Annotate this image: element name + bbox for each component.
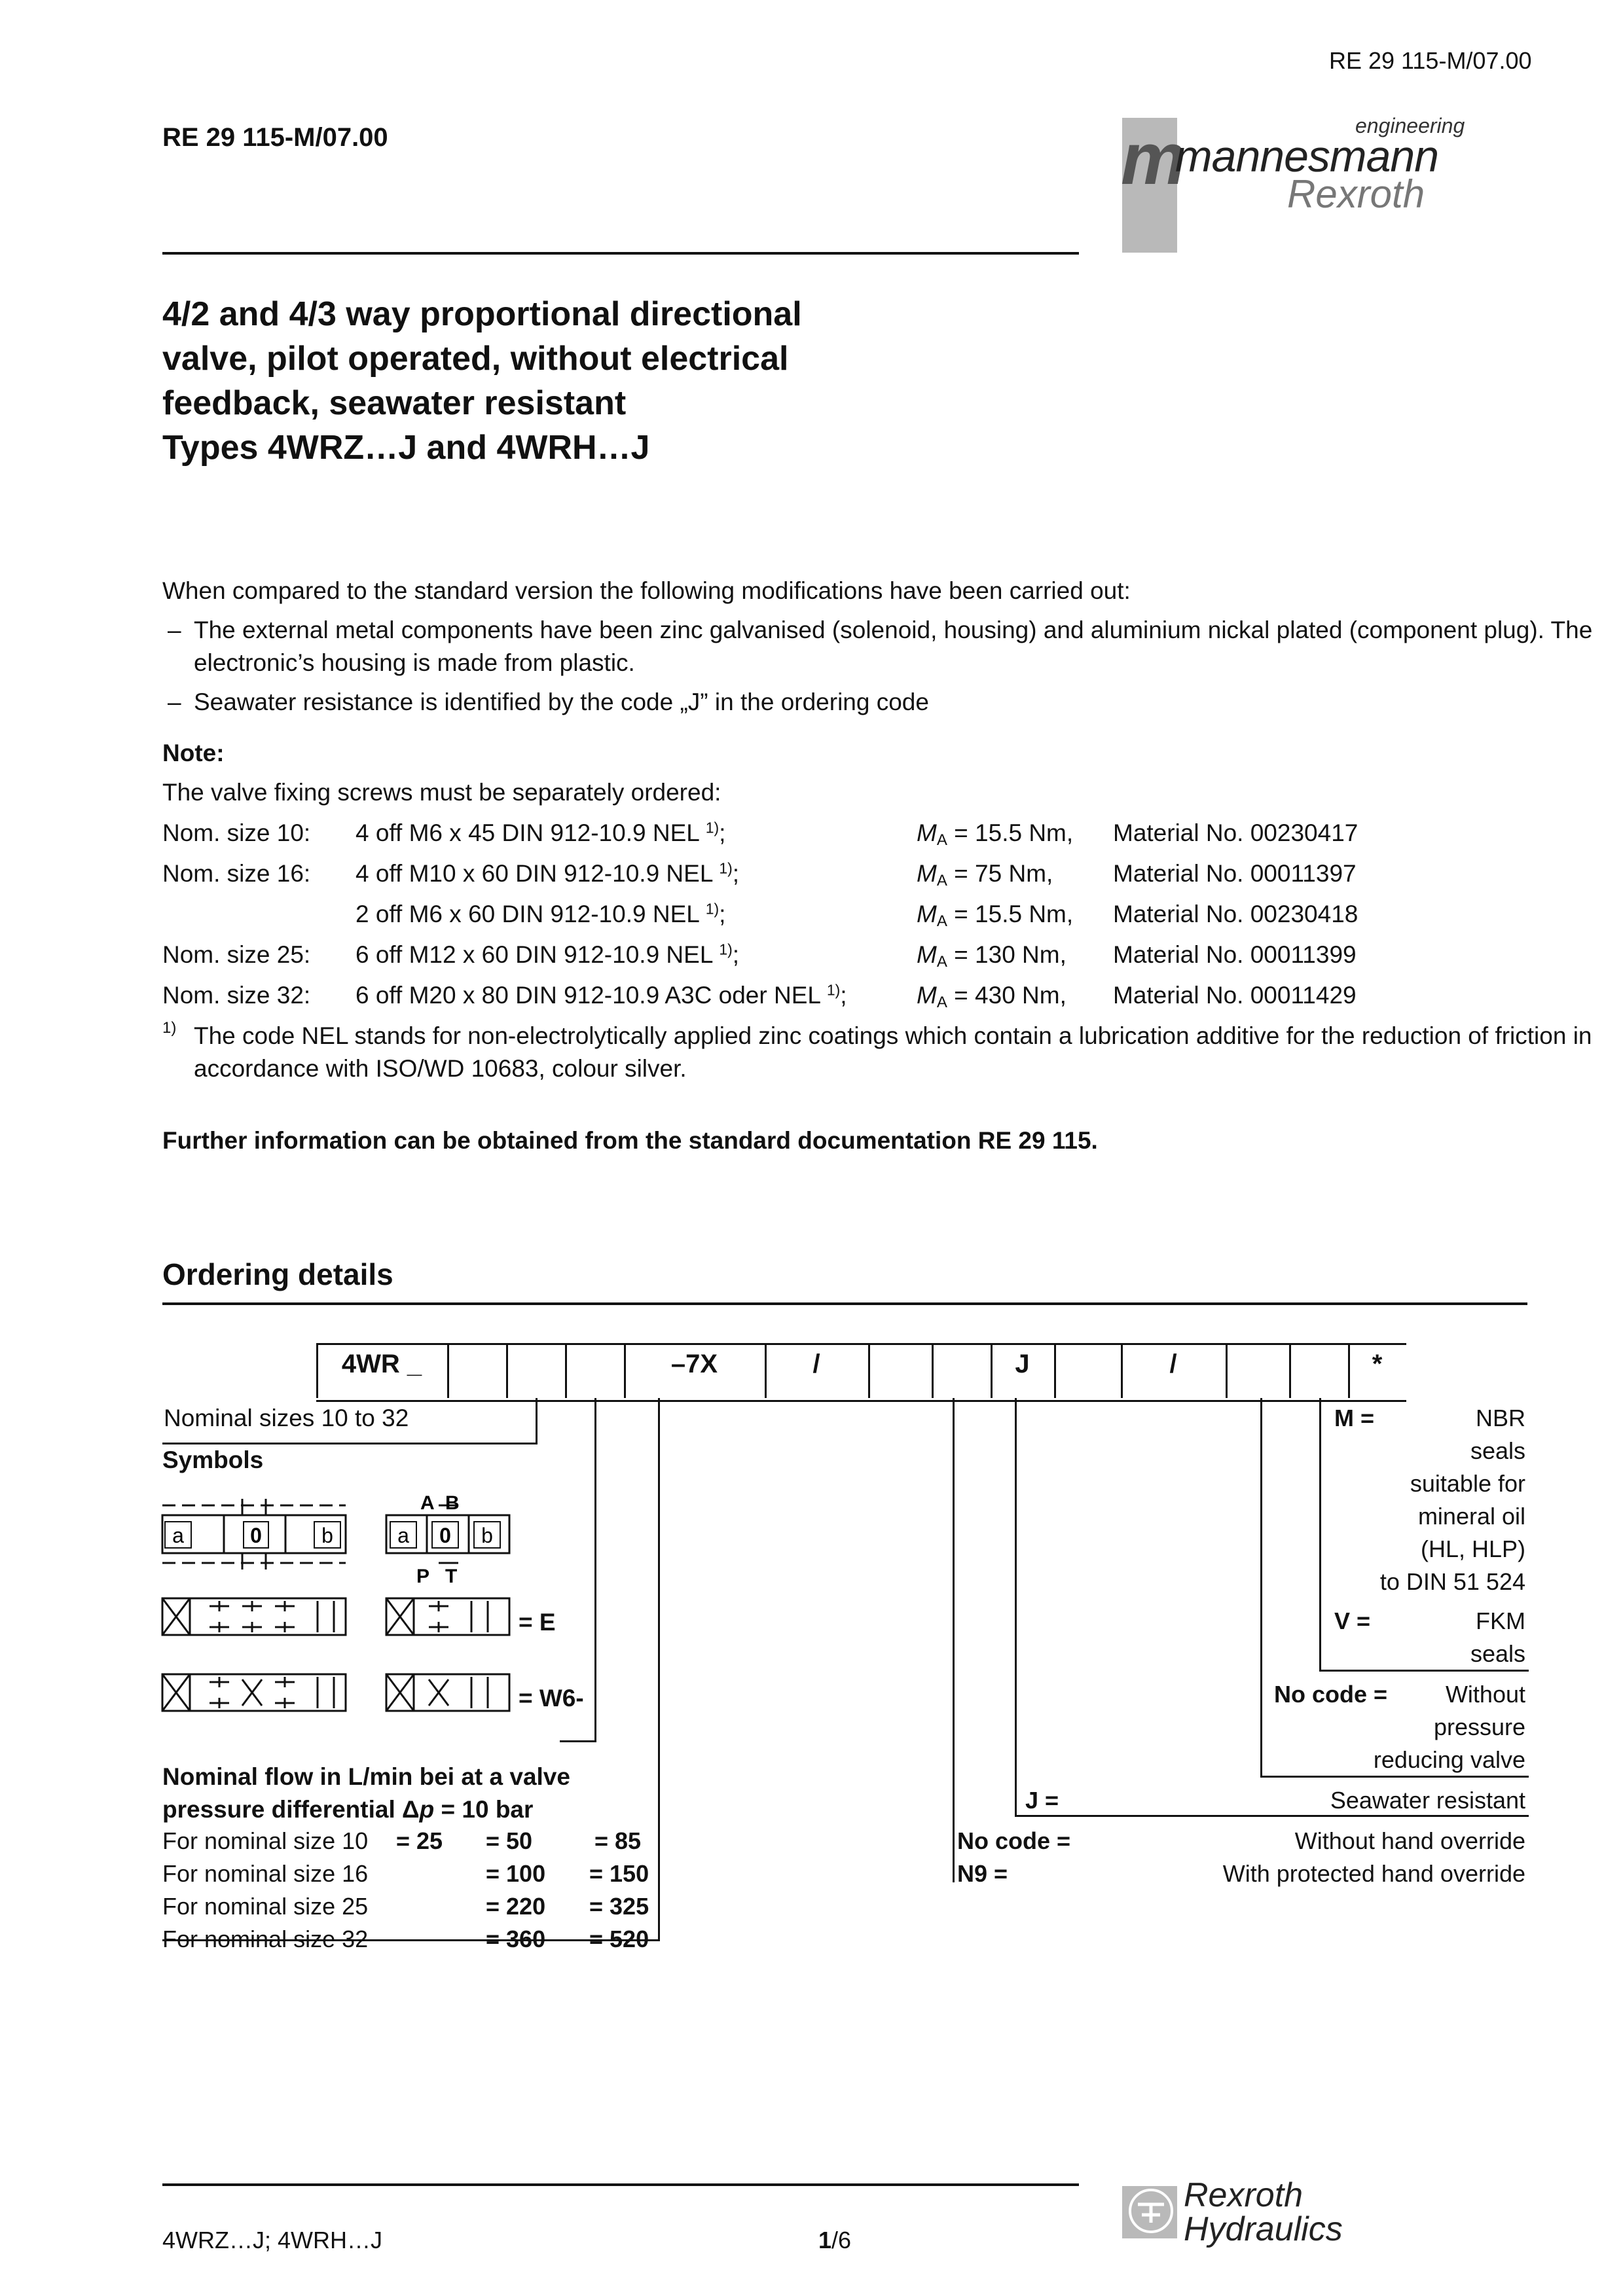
footer-types: 4WRZ…J; 4WRH…J — [162, 2227, 382, 2253]
screw-material: Material No. 00230417 — [1113, 819, 1359, 846]
valve-symbol-diagram — [157, 1486, 524, 1734]
doc-ref-top: RE 29 115-M/07.00 — [1329, 47, 1532, 74]
symbol-w6-row — [162, 1674, 509, 1711]
footnote-line-2: accordance with ISO/WD 10683, colour silver. — [194, 1055, 687, 1082]
flow-value: = 220 — [486, 1893, 546, 1920]
screw-torque: $M_A = 15.5$ Nm, — [917, 819, 1074, 849]
code-cell: / — [1169, 1350, 1177, 1378]
flow-heading-line-2: pressure differential Δp = 10 bar — [162, 1796, 534, 1823]
flow-row-label: For nominal size 32 — [162, 1926, 369, 1952]
port-label-p: P — [416, 1566, 430, 1587]
flow-value: = 100 — [486, 1860, 546, 1887]
screw-size: Nom. size 25: — [162, 941, 311, 968]
footnote-mark: 1) — [162, 1019, 177, 1037]
bullet-dash: – — [168, 689, 181, 715]
flow-value: = 520 — [589, 1926, 649, 1952]
code-cell: * — [1372, 1350, 1383, 1378]
rexroth-emblem-icon — [1126, 2186, 1176, 2236]
note-heading: Note: — [162, 740, 225, 766]
symbols-heading: Symbols — [162, 1446, 264, 1473]
symbol-label-b: b — [481, 1524, 493, 1547]
seal-code-m: M = — [1334, 1405, 1375, 1431]
symbol-e-row — [162, 1598, 509, 1635]
seal-code-v: V = — [1334, 1607, 1371, 1634]
screw-size: Nom. size 16: — [162, 860, 311, 887]
flow-heading-line-1: Nominal flow in L/min bei at a valve — [162, 1763, 570, 1790]
flow-row-label: For nominal size 25 — [162, 1893, 369, 1920]
code-cell: 4WR _ — [341, 1350, 422, 1378]
port-label-a: A — [420, 1492, 435, 1514]
flow-value: = 150 — [589, 1860, 649, 1887]
screw-torque: $M_A = 75$ Nm, — [917, 860, 1053, 889]
code-cell: –7X — [670, 1350, 718, 1378]
bullet-1-line-1: The external metal components have been zinc galvanised (solenoid, housing) and aluminium nickal plated (component plug). The — [194, 617, 1593, 643]
bullet-dash: – — [168, 617, 181, 643]
screw-spec: 6 off M12 x 60 DIN 912-10.9 NEL $^{1)}$; — [356, 941, 739, 968]
further-info: Further information can be obtained from the standard documentation RE 29 115. — [162, 1127, 1098, 1154]
screw-torque: $M_A = 130$ Nm, — [917, 941, 1067, 971]
screw-torque: $M_A = 15.5$ Nm, — [917, 901, 1074, 930]
screw-spec: 4 off M10 x 60 DIN 912-10.9 NEL $^{1)}$; — [356, 859, 739, 887]
pressure-code: No code = — [1274, 1681, 1388, 1708]
flow-row-label: For nominal size 10 — [162, 1827, 369, 1854]
screw-spec: 2 off M6 x 60 DIN 912-10.9 NEL $^{1)}$; — [356, 900, 726, 927]
footnote-line-1: The code NEL stands for non-electrolytically applied zinc coatings which contain a lubrication additive for the reduction of friction in — [194, 1022, 1592, 1049]
note-text: The valve fixing screws must be separately ordered: — [162, 779, 721, 806]
flow-value: = 360 — [486, 1926, 546, 1952]
footer-rule — [162, 2183, 1079, 2186]
code-cell: / — [812, 1350, 820, 1378]
ordering-heading: Ordering details — [162, 1257, 393, 1291]
screw-spec: 4 off M6 x 45 DIN 912-10.9 NEL $^{1)}$; — [356, 819, 726, 846]
ordering-rule — [162, 1302, 1527, 1305]
screw-material: Material No. 00011429 — [1113, 982, 1357, 1009]
symbol-e-code: = E — [519, 1609, 556, 1636]
flow-value: = 25 — [396, 1827, 443, 1854]
port-label-t: T — [445, 1566, 458, 1587]
page-title: 4/2 and 4/3 way proportional directional valve, pilot operated, without electrical feedback, seawater resistant Types 4WRZ…J and 4WRH…J — [162, 295, 802, 467]
symbol-label-0: 0 — [439, 1524, 451, 1547]
bullet-1-line-2: electronic’s housing is made from plastic. — [194, 649, 635, 676]
screw-material: Material No. 00011399 — [1113, 941, 1357, 968]
page-number: 1/6 — [818, 2227, 852, 2253]
screw-size: Nom. size 10: — [162, 819, 311, 846]
screw-spec: 6 off M20 x 80 DIN 912-10.9 A3C oder NEL $^{1)}$; — [356, 981, 847, 1009]
screw-torque: $M_A = 430$ Nm, — [917, 982, 1067, 1011]
flow-row-label: For nominal size 16 — [162, 1860, 369, 1887]
hand-override-code: N9 = — [957, 1860, 1008, 1887]
seawater-code: J = — [1025, 1787, 1059, 1814]
screw-material: Material No. 00230418 — [1113, 901, 1359, 927]
symbol-label-a: a — [172, 1524, 184, 1547]
doc-ref-left: RE 29 115-M/07.00 — [162, 123, 388, 152]
symbol-w6-code: = W6- — [519, 1685, 584, 1712]
code-cell: J — [1015, 1350, 1030, 1378]
bullet-2: Seawater resistance is identified by the code „J” in the ordering code — [194, 689, 929, 715]
flow-value: = 85 — [594, 1827, 642, 1854]
symbol-label-b: b — [321, 1524, 333, 1547]
intro-lead: When compared to the standard version the following modifications have been carried out: — [162, 577, 1131, 604]
hand-override-code: No code = — [957, 1827, 1071, 1854]
flow-value: = 50 — [486, 1827, 533, 1854]
symbol-label-a: a — [397, 1524, 409, 1547]
port-label-b: B — [445, 1492, 460, 1514]
screw-size: Nom. size 32: — [162, 982, 311, 1009]
nominal-sizes-label: Nominal sizes 10 to 32 — [164, 1405, 409, 1431]
flow-value: = 325 — [589, 1893, 649, 1920]
symbol-label-0: 0 — [250, 1524, 262, 1547]
screw-material: Material No. 00011397 — [1113, 860, 1357, 887]
header-rule — [162, 252, 1079, 255]
